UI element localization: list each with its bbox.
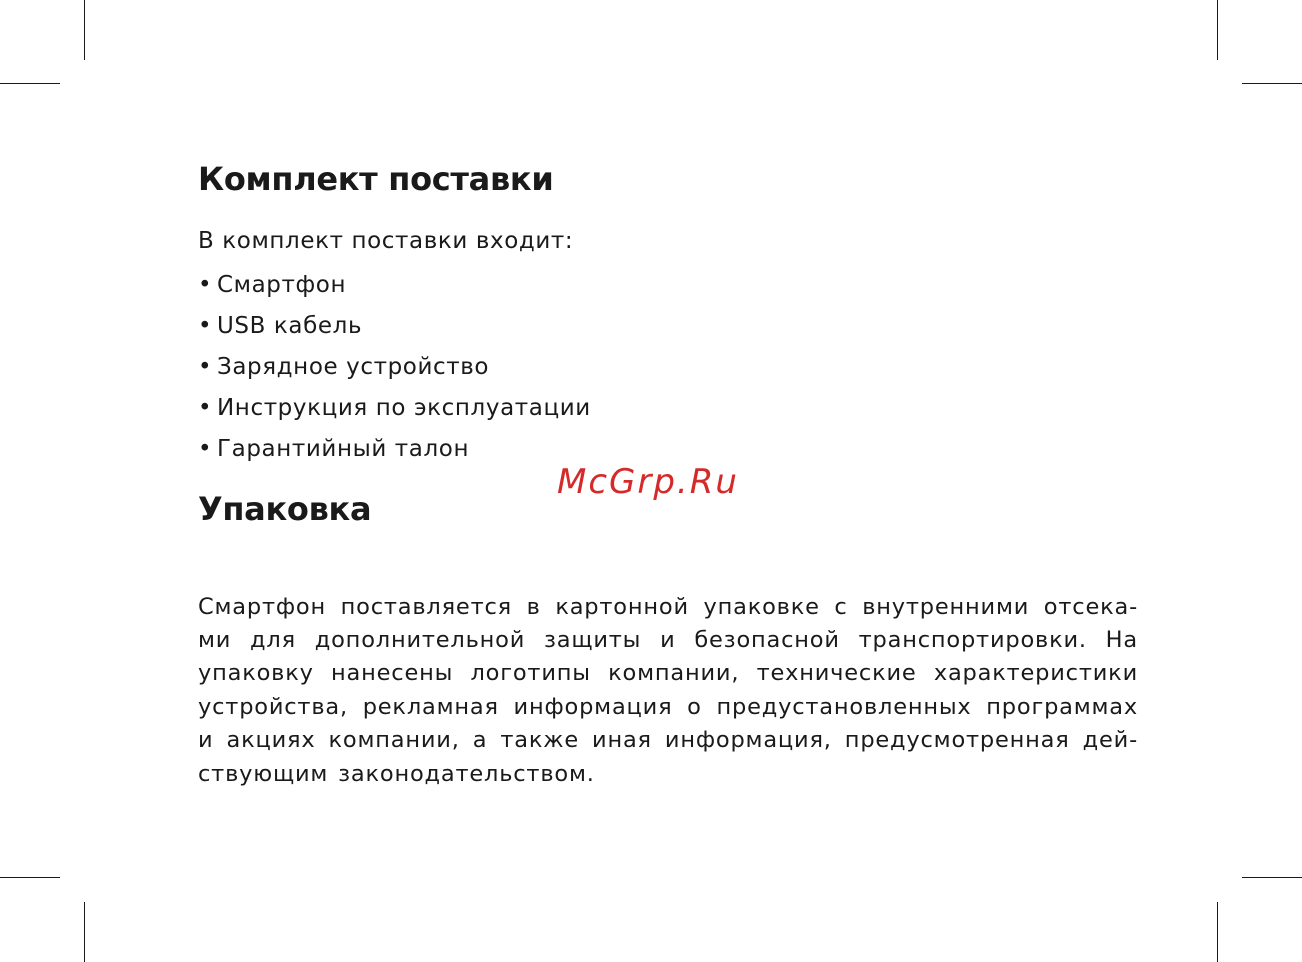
crop-mark-bottom-left-horizontal xyxy=(0,877,60,878)
package-contents-intro: В комплект поставки входит: xyxy=(198,228,574,254)
watermark-text: McGrp.Ru xyxy=(557,462,739,502)
bullet: • xyxy=(198,436,213,462)
list-item-text: Гарантийный талон xyxy=(217,436,470,462)
crop-mark-bottom-left-vertical xyxy=(84,902,85,962)
package-contents-list xyxy=(198,268,591,473)
packaging-paragraph: Смартфон поставляется в картонной упаковке с внутренними отсека-ми для дополнительной защиты и безопасной транспортировки. На упаковку нанесены логотипы компании, технические характеристики устройства, рекламная информация о предустановленных программах и акциях компании, а также иная информация, предусмотренная дей-ствующим законодательством. xyxy=(198,593,1138,787)
bullet: • xyxy=(198,395,213,421)
crop-mark-top-right-vertical xyxy=(1217,0,1218,60)
list-item xyxy=(198,391,591,432)
crop-mark-bottom-right-horizontal xyxy=(1242,877,1302,878)
list-item-text: Инструкция по эксплуатации xyxy=(217,395,591,421)
bullet: • xyxy=(198,354,213,380)
packaging-heading: Упаковка xyxy=(198,490,372,528)
bullet: • xyxy=(198,313,213,339)
crop-mark-top-left-vertical xyxy=(84,0,85,60)
crop-mark-top-left-horizontal xyxy=(0,83,60,84)
crop-mark-top-right-horizontal xyxy=(1242,83,1302,84)
list-item xyxy=(198,350,591,391)
list-item-text: USB кабель xyxy=(217,313,363,339)
list-item-text: Смартфон xyxy=(217,272,347,298)
package-contents-heading: Комплект поставки xyxy=(198,160,554,198)
list-item xyxy=(198,309,591,350)
list-item-text: Зарядное устройство xyxy=(217,354,490,380)
list-item xyxy=(198,432,591,473)
crop-mark-bottom-right-vertical xyxy=(1217,902,1218,962)
list-item xyxy=(198,268,591,309)
bullet: • xyxy=(198,272,213,298)
